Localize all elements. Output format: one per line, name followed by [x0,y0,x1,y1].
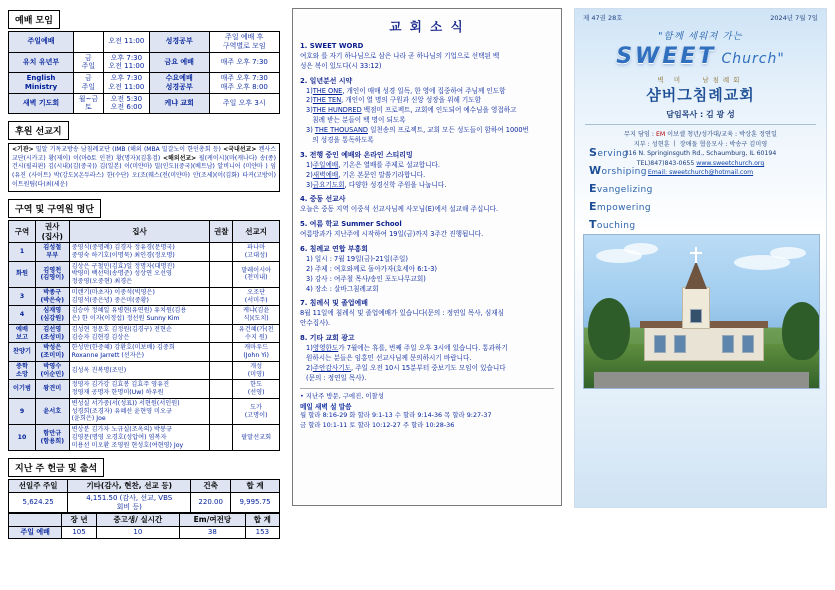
table-row [9,32,280,53]
contact-line: 지부 : 성현훈 ㅣ 장애돌 협음모사 : 박송구 김미영 [633,140,768,148]
table-row [9,93,280,114]
table-row [9,324,280,343]
reading-line: 월 할라 8:16-29 화 할라 9:1-13 수 할라 9:14-36 목 할라 9:27-37 [300,411,492,420]
acrostic-row: Touching [589,217,636,231]
district-cell: 개성 (미영) [233,361,280,380]
table-row [9,526,280,538]
district-cell: 화원 [9,261,36,287]
acrostic-list [589,144,729,234]
worship-cell: 금 주일 [74,52,104,73]
district-cell: 정영자 김가강 김효봉 김효주 영유진 정영재 공명자 한명미(Uw) 하우원 [69,380,210,399]
brand-church: Church" [721,51,785,67]
district-cell: 왕견미 [35,380,69,399]
news-item: 8. 기타 교회 광고 1)영영한도가 7월에는 휴를, 번째 주일 오후 3시에 있습니다. 통과하기 원하시는 분들은 임홍민 선교사님께 문의하시기 바랍니다. 2)주안감사기도, 주일 오전 10시 15분부터 중보기도 모임이 있습니다 (문의 : 정연일 목사). [300,334,508,382]
district-cell [210,380,233,399]
acrostic-row: Evangelizing [589,181,653,195]
cover-brand [575,44,826,69]
district-cell: 말레이시아 (천미내) [233,261,280,287]
church-name-small: 벽 미 [657,76,685,84]
table-row [9,73,280,94]
acrostic-row: Empowering [589,199,652,213]
contact-line[interactable]: Email: sweetchurch@hotmail.com [647,169,754,177]
volume-number: 제 47권 28호 [583,14,623,22]
attendance-cell: 153 [245,526,279,538]
district-cell: 이기범 [9,380,36,399]
table-row [9,361,280,380]
worship-cell [74,32,104,53]
district-cell: 3 [9,287,36,306]
news-item: 3. 전행 중인 예배와 온라인 스티리밍 1)주일예배, 기온은 열배를 주제로 설교합니다. 2)새벽예배, 기온 본문인 말씀기라합니다. 3)금요기도회, 다양한 성경신학 주원을 나눕니다. [300,150,447,189]
district-cell: 함만규 (함용희) [35,425,69,451]
column-header: 선일주 주일 [9,480,68,492]
mission-section-title: 후원 선교지 [8,121,69,140]
district-cell: 박성은 (조미미) [35,343,69,362]
offering-cell: 220.00 [191,492,231,513]
district-cell [210,398,233,424]
table-row [9,261,280,287]
district-cell: 김영천 (김영이) [35,261,69,287]
district-cell: 한성만(한중혜) 강환호(미보배) 김중희 Roxanne Jarrett (선자은) [69,343,210,362]
news-item: 5. 여름 학교 Summer School 여름방과가 지난주에 시작하여 19일(금)까지 3주간 진행됩니다. [300,220,484,239]
table-row [9,380,280,399]
spire [685,261,707,289]
district-cell: 미랜기(마초자) 이중석(빅영은) 김영석(중은녕) 중은미(중황) [69,287,210,306]
window-1 [654,335,666,353]
news-item: 2. 일년분선 시약 1)THE ONE, 개인이 매매 성경 일독, 한 영에 집중하여 주님께 인도함 2)THE TEN, 개인이 열 명의 구원과 신앙 성장을 위해 기도함 3)THE HUNDRED 백점미 프로젝트, 교회에 인도되어 예수님을 영접하고 침례 받는 분들이 백 명이 되도록 3) THE THOUSAND 일천송의 프로젝트, 교회 모든 성도들이 함하여 1000번 의 성경을 통독하도록 [300,76,529,145]
district-cell: 김성옥 진복명(조민) [69,361,210,380]
contact-line[interactable]: TEL)847)843-0655 www.sweetchurch.org [636,159,765,167]
district-cell: 김승아 정혜일 유병현(유연원) 유치원(김용 은) 한 이자(이정섭) 정선원 Sunny Kim [69,306,210,325]
district-cell [210,361,233,380]
attendance-cell: 105 [62,526,96,538]
left-column [8,8,280,536]
church-building-photo [583,234,820,389]
district-cell: 4 [9,306,36,325]
church-news-list [300,41,554,384]
church-name-korean: 샴버그침례교회 [646,86,755,104]
table-row [9,52,280,73]
column-header: 장 년 [62,514,96,526]
district-cell: 윤서호 [35,398,69,424]
column-header: Em/여전당 [180,514,246,526]
district-cell: 10 [9,425,36,451]
steeple-window [690,309,702,323]
column-header: 구역 [9,221,36,243]
worship-cell: 월~금 토 [74,93,104,114]
worship-cell: English Ministry [9,73,74,94]
district-cell [210,261,233,287]
church-name-block [575,75,826,105]
column-header: 권사 (집사) [35,221,69,243]
district-cell: 캐마우드 (John Yi) [233,343,280,362]
worship-cell: 매주 오후 7:30 [209,52,280,73]
worship-cell: 성경공부 [149,32,209,53]
district-cell: 중학 소망 [9,361,36,380]
attendance-cell: 38 [180,526,246,538]
district-cell [210,343,233,362]
district-cell: 중영식(중명례) 김경자 정유경(문명국) 중영숙 하기호(이명묵) 최인경(정오명) [69,243,210,262]
table-row [9,398,280,424]
district-cell: 변성실 서가중(서(성표)) 서현원(서인원) 성경희(조경자) 유혜선 윤현영 미오규 (윤희은) Joe [69,398,210,424]
acrostic-row: Worshiping [589,163,647,177]
worship-cell: 오전 5:30 오전 6:00 [103,93,149,114]
district-cell: 찬양기 [9,343,36,362]
worship-cell: 금 주일 [74,73,104,94]
column-header: 권찰 [210,221,233,243]
senior-pastor: 담임목사 : 김 광 성 [666,110,735,119]
table-row [9,243,280,262]
church-news-title: 교 회 소 식 [389,19,465,34]
district-cell: 심재영 (심강원) [35,306,69,325]
cover-tagline: "함께 세워져 가는 [658,31,743,42]
worship-cell: 오후 7:30 오전 11:00 [103,52,149,73]
attendance-cell: 주일 예배 [9,526,62,538]
worship-cell: 수요예배 성경공부 [149,73,209,94]
worship-schedule-table [8,31,280,114]
district-cell: 예배 보고 [9,324,36,343]
worship-section-title: 예배 모임 [8,10,60,29]
district-cell: 9 [9,398,36,424]
district-cell: 1 [9,243,36,262]
news-footer [300,388,554,431]
worship-cell: 금요 예배 [149,52,209,73]
district-cell: 오조단 (서미주) [233,287,280,306]
column-header: 합 계 [231,480,280,492]
district-cell: 팔말선교회 [233,425,280,451]
contact-line: 316 N. Springinsguth Rd., Schaumburg, IL 60194 [624,150,777,158]
district-cell: 김선영 (조성미) [35,324,69,343]
attendance-table [8,513,280,538]
district-cell [210,243,233,262]
district-cell: 변상분 김가자 노규실(조옥의) 박봉규 김영문(명영 오경호(성압여) 염복자 미용선 미오환 조영원 현성호(여현영) Joy [69,425,210,451]
column-header: 기타(감사, 현찬, 선교 등) [68,480,191,492]
news-item: 1. SWEET WORD 여호와 를 자기 하나님으로 삼은 나라 곧 하나님의 기업으로 선택된 백 성은 복이 있도다(시 33:12) [300,42,500,70]
district-cell [210,287,233,306]
district-cell [210,324,233,343]
worship-cell: 주일 예배 후 구역별로 모임 [209,32,280,53]
worship-cell: 새벽 기도회 [9,93,74,114]
district-cell [210,306,233,325]
worship-cell: 주일 오후 3시 [209,93,280,114]
district-section-title: 구역 및 구역원 명단 [8,199,101,218]
district-cell: 김성현 정문호 김정원(김경구) 전현순 김승자 김현경 김상은 [69,324,210,343]
cover-divider [585,124,816,125]
district-cell: 한도 (선영) [233,380,280,399]
news-item: 4. 중동 선교사 오늘은 중동 지역 이중석 선교사님께 사모님(E)에서 설교해 주십니다. [300,195,499,214]
table-row [9,425,280,451]
column-header: 건축 [191,480,231,492]
reading-line: 금 할라 10:1-11 토 할라 10:12-27 주 할라 10:28-36 [300,420,455,429]
contact-line: 무지 담임 : EM 이보셀 청년/성가대/교육 : 박상훈 정연일 [624,131,777,138]
column-header: 합 계 [245,514,279,526]
district-cell: 김성철 부부 [35,243,69,262]
district-cell: 박영수 (이순민) [35,361,69,380]
district-cell: 박종구 (박은숙) [35,287,69,306]
brand-sweet: SWEET [616,44,717,69]
table-row [9,306,280,325]
column-header: 중고생/ 실시간 [96,514,179,526]
news-item: 6. 침례교 연합 부흥회 1) 일시 : 7월 19일(금)-21일(주일) 2) 주제 : 여호와께로 돌아가자(호세아 6:1-3) 3) 강사 : 여주철 목사/송인 포도나무교회) 4) 장소 : 살바그침례교회 [300,245,437,293]
visitor-line: • 지난주 방문, 구에진, 이찰성 [300,391,384,400]
tree-right [782,302,820,360]
window-2 [674,335,686,353]
issue-date: 2024년 7월 7일 [770,14,818,22]
cross-horizontal [690,252,702,254]
daily-reading-lines [300,411,554,430]
district-cell: 파나마 (고대성) [233,243,280,262]
offering-section-title: 지난 주 헌금 및 출석 [8,458,104,477]
news-item: 7. 침례식 및 졸업예배 8월 11일에 침례식 및 졸업예배가 있습니다(문의 : 정연일 목사, 심재심 안수집사). [300,299,504,328]
church-name-small2: 남침례회 [702,76,744,84]
district-cell: 도가 (고명이) [233,398,280,424]
column-header [9,514,62,526]
offering-cell: 4,151.50 (감사, 선교, VBS 회비 등) [68,492,191,513]
tree-left [588,298,630,360]
daily-reading-title: 메일 새벽 설 말씀 [300,403,352,412]
acrostic-row: Serving [589,146,629,159]
worship-cell: 주일예배 [9,32,74,53]
column-header: 집사 [69,221,210,243]
window-4 [742,335,754,353]
church-news-panel [292,8,562,506]
worship-cell: 케냐 교회 [149,93,209,114]
offering-table [8,479,280,513]
offering-cell: 9,995.75 [231,492,280,513]
column-header: 선교지 [233,221,280,243]
worship-cell: 유치 유년부 [9,52,74,73]
district-cell [210,425,233,451]
district-cell: 유건혜(가(천 수지 원) [233,324,280,343]
mission-support-text: <기관> 밀알 기독교방송 남침례교단 (IMB (해외 (MBA 밀갈노이 한인총회 등) <국내선교> 켄사스교단(시카고) 황(제이) 이(마0토 인천) 황(명자)(김흥검) <해외선교> 필(케이시)(마(캐나다) 송(종)건시(필리핀) 김(시내)(김(중국)) 김(일본) 이(미얀마) 밀(인도)(중국)(베트남) 알비니어 (미얀마 ) 임(유진 (사이트) 박(강도)(온두라스) 한(수단) 오(조(웨스(전(미얀마) 안(조세)(이(김화) 타커(고방이) 이트원팀(다(최(세운) [8,143,280,192]
worship-cell: 오전 11:00 [103,32,149,53]
worship-cell: 매주 오후 7:30 매주 오후 8:00 [209,73,280,94]
worship-cell: 오후 7:30 오전 11:00 [103,73,149,94]
table-row [9,492,280,513]
table-row [9,343,280,362]
district-cell: 김상은 구철민(김효)일 정명자(대명진) 박영미 백선덕(송명준) 성상연 오선영 정중영(오중현) 최경은 [69,261,210,287]
table-row [9,287,280,306]
district-member-table [8,220,280,451]
cross-vertical [695,247,697,263]
offering-cell: 5,624.25 [9,492,68,513]
cover-topline [575,9,826,22]
attendance-cell: 10 [96,526,179,538]
window-3 [722,335,734,353]
district-cell: 케냐(김윤 식)(도치) [233,306,280,325]
cover-panel [574,8,827,508]
driveway [594,372,809,388]
